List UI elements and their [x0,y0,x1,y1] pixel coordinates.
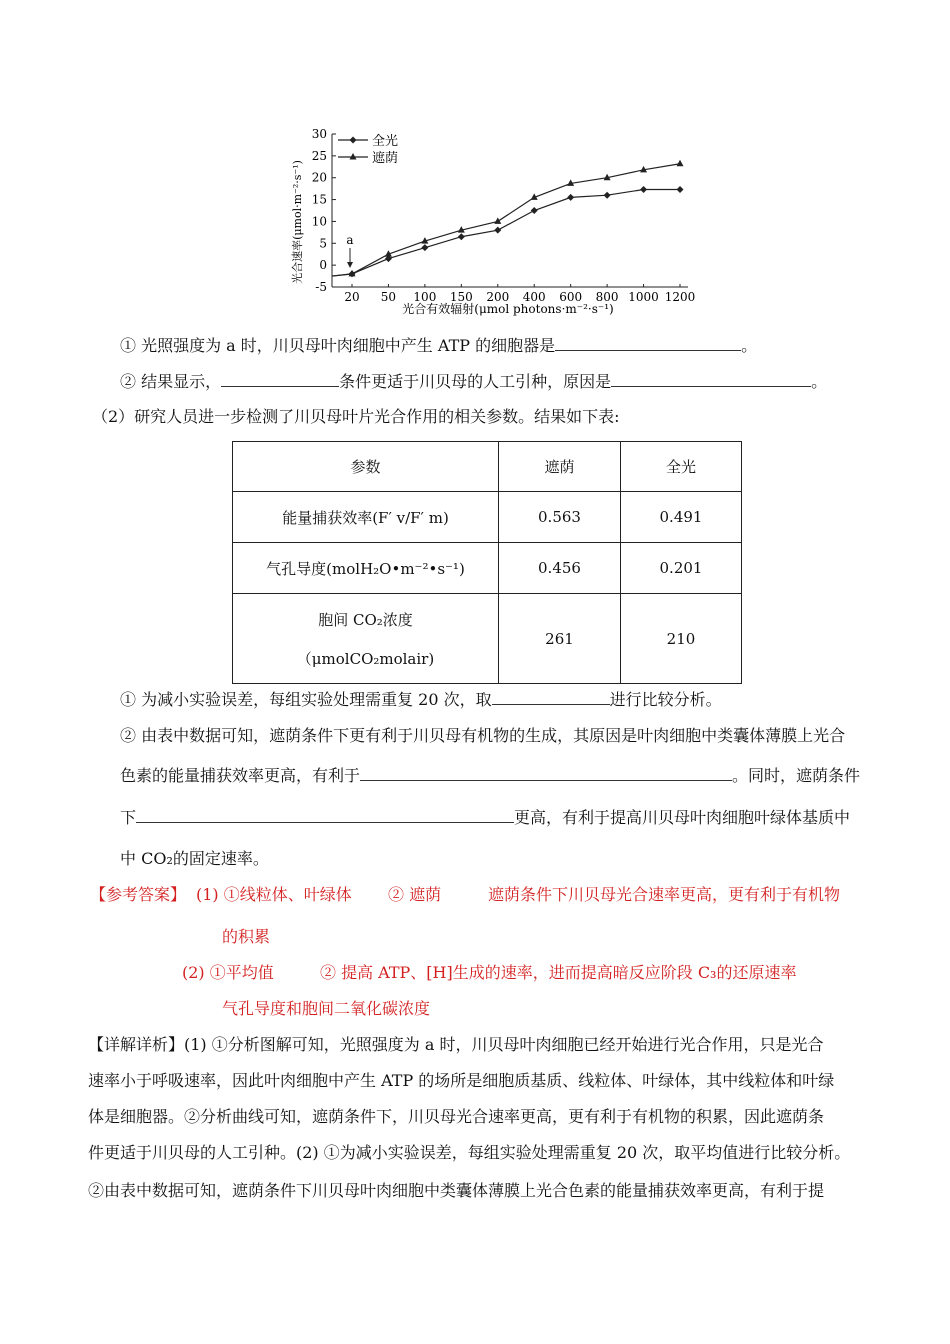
param-cell: 能量捕获效率(F′ v/F′ m) [233,492,499,543]
analysis-line5: ②由表中数据可知，遮荫条件下川贝母叶肉细胞中类囊体薄膜上光合色素的能量捕获效率更高，有利于提 [88,1181,825,1200]
analysis-line3: 体是细胞器。②分析曲线可知，遮荫条件下，川贝母光合速率更高，更有利于有机物的积累，因此遮荫条 [88,1107,825,1126]
answer-part1-c: 遮荫条件下川贝母光合速率更高，更有利于有机物 [488,885,841,904]
series-line-shade [332,164,680,276]
data-point-full-light [567,194,574,201]
q1-item1-text: ① 光照强度为 a 时，川贝母叶肉细胞中产生 ATP 的细胞器是 [120,336,556,355]
annotation-label: a [346,233,354,247]
q2-item1-text: ① 为减小实验误差，每组实验处理需重复 20 次，取 [120,690,492,709]
q1-item2-text: ② 结果显示， [120,372,222,391]
q1-item2 [120,370,827,393]
shade-cell: 0.456 [499,543,621,594]
y-tick-label: 10 [311,214,327,229]
x-tick-label: 200 [486,290,510,304]
y-tick-label: 5 [319,236,327,251]
annotation-a [346,233,353,268]
data-point-full-light [531,207,538,214]
photosynthesis-chart [280,120,700,320]
answer-blank[interactable] [611,370,811,387]
table-row [233,543,742,594]
q1-item1 [120,334,757,357]
param-cell [233,594,499,684]
y-tick-label: 15 [311,192,327,207]
x-tick-label: 1000 [628,290,659,304]
header-param: 参数 [233,442,499,492]
x-tick-label: 1200 [664,290,696,304]
q1-item2-mid: 条件更适于川贝母的人工引种，原因是 [339,372,612,391]
x-tick-label: 100 [413,290,437,304]
header-shade: 遮荫 [499,442,621,492]
answer-blank[interactable] [136,806,514,823]
full-cell: 0.201 [621,543,742,594]
data-point-full-light [421,244,428,251]
q2-item2-line3-end: 更高，有利于提高川贝母叶肉细胞叶绿体基质中 [514,808,851,827]
answer-label: 【参考答案】 [90,885,187,904]
answer-part2-c: 气孔导度和胞间二氧化碳浓度 [222,999,431,1018]
y-tick-label: 0 [319,258,327,273]
table-header-row [233,442,742,492]
answer-part1-b: ② 遮荫 [388,885,442,904]
y-tick-label: 30 [311,127,327,141]
data-point-shade [494,217,501,224]
param-cell: 气孔导度(molH₂O•m⁻²•s⁻¹) [233,543,499,594]
answer-part1: (1) ①线粒体、叶绿体 [196,885,352,904]
answer-blank[interactable] [555,334,741,351]
y-tick-label: 20 [311,170,327,185]
x-tick-label: 400 [522,290,546,304]
q2-item2-line2 [120,764,860,787]
answer-row1 [90,884,186,906]
series-markers [349,160,684,278]
q2-item2-line3-text: 下 [120,808,137,827]
x-tick-label: 20 [344,290,360,304]
x-tick-label: 800 [595,290,619,304]
legend-label-shade: 遮荫 [372,151,399,166]
q2-item1-end: 进行比较分析。 [609,690,722,709]
shade-cell: 0.563 [499,492,621,543]
q2-item2-line3 [120,806,850,829]
answer-blank[interactable] [360,764,732,781]
series-lines [332,164,680,276]
data-point-full-light [677,186,684,193]
x-axis-label: 光合有效辐射(μmol photons·m⁻²·s⁻¹) [402,302,614,316]
y-tick-label: 25 [311,148,327,163]
legend-marker-full-light [350,137,357,144]
data-point-full-light [640,186,647,193]
param-name: 胞间 CO₂浓度 [318,610,413,629]
answer-part2-b: ② 提高 ATP、[H]生成的速率，进而提高暗反应阶段 C₃的还原速率 [320,963,797,982]
full-cell: 0.491 [621,492,742,543]
y-tick-label: -5 [315,280,327,294]
full-cell: 210 [621,594,742,684]
q2-item1 [120,688,722,711]
x-tick-label: 600 [559,290,583,304]
q2-item2-line4: 中 CO₂的固定速率。 [120,849,269,868]
q2-intro: （2）研究人员进一步检测了川贝母叶片光合作用的相关参数。结果如下表: [92,407,620,426]
q1-item1-end: 。 [741,336,758,355]
data-point-shade [677,160,684,167]
param-unit: （μmolCO₂molair) [296,649,435,668]
analysis-line2: 速率小于呼吸速率，因此叶肉细胞中产生 ATP 的场所是细胞质基质、线粒体、叶绿体，其中线粒体和叶绿 [88,1071,835,1090]
q2-item2-line2-text: 色素的能量捕获效率更高，有利于 [120,766,361,785]
annotation-arrowhead [347,262,353,268]
data-point-full-light [458,233,465,240]
parameters-table [232,441,742,684]
answer-blank[interactable] [221,370,339,387]
legend-marker-shade [350,153,357,160]
q2-item2-line2-end: 。同时，遮荫条件 [732,766,861,785]
answer-part1-d: 的积累 [222,927,271,946]
series-line-full-light [332,190,680,277]
data-point-full-light [604,192,611,199]
header-full: 全光 [621,442,742,492]
data-point-full-light [494,227,501,234]
chart-legend [338,133,398,166]
x-tick-label: 50 [380,290,397,304]
analysis-line4: 件更适于川贝母的人工引种。(2) ①为减小实验误差，每组实验处理需重复 20 次，取平均值进行比较分析。 [88,1143,851,1162]
answer-blank[interactable] [492,688,610,705]
legend-label-full-light: 全光 [372,134,399,149]
table-row [233,594,742,684]
y-axis-label: 光合速率(μmol·m⁻²·s⁻¹) [291,160,304,284]
analysis-line1: 【详解详析】(1) ①分析图解可知，光照强度为 a 时，川贝母叶肉细胞已经开始进行光合作用，只是光合 [88,1035,824,1054]
table-row [233,492,742,543]
shade-cell: 261 [499,594,621,684]
x-tick-label: 150 [449,290,473,304]
q1-item2-end: 。 [811,372,828,391]
q2-item2-line1: ② 由表中数据可知，遮荫条件下更有利于川贝母有机物的生成，其原因是叶肉细胞中类囊体薄膜上光合 [120,726,846,745]
answer-part2-a: (2) ①平均值 [182,963,274,982]
